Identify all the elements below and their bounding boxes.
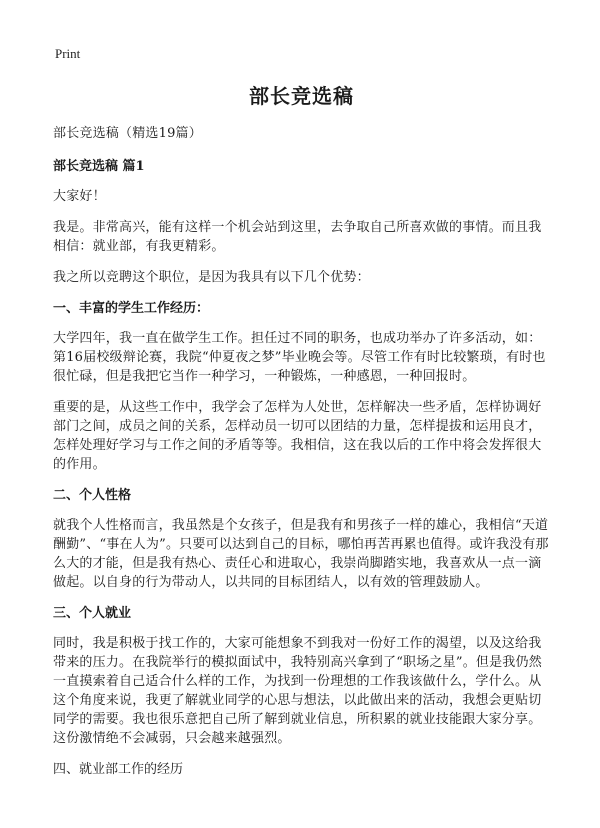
section-title: 部长竞选稿 篇1 xyxy=(53,159,145,174)
heading-experience: 一、丰富的学生工作经历： xyxy=(53,301,210,316)
heading-department-experience: 四、就业部工作的经历 xyxy=(53,762,184,777)
print-link[interactable]: Print xyxy=(55,46,81,61)
paragraph-experience: 大学四年，我一直在做学生工作。担任过不同的职务，也成功举办了许多活动，如：第16届校级辩论赛，我院“仲夏夜之梦”毕业晚会等。尽管工作有时比较繁琐，有时也很忙碌，但是我把它当作一种学习，一种锻炼，一种感恩，一种回报时。 xyxy=(53,331,546,384)
greeting: 大家好！ xyxy=(53,189,106,204)
heading-employment: 三、个人就业 xyxy=(53,606,132,621)
paragraph-employment: 同时，我是积极于找工作的，大家可能想象不到我对一份好工作的渴望，以及这给我带来的压力。在我院举行的模拟面试中，我特别高兴拿到了“职场之星”。但是我仍然一直摸索着自己适合什么样的工作，为找到一份理想的工作我该做什么，学什么。从这个角度来说，我更了解就业同学的心思与想法，以此做出来的活动，我想会更贴切同学的需要。我也很乐意把自己所了解到就业信息，所积累的就业技能跟大家分享。这份激情绝不会减弱，只会越来越强烈。 xyxy=(53,636,542,746)
paragraph-advantages: 我之所以竞聘这个职位，是因为我具有以下几个优势： xyxy=(53,270,370,285)
heading-personality: 二、个人性格 xyxy=(53,488,132,503)
document-title: 部长竞选稿 xyxy=(249,84,354,108)
document-subtitle: 部长竞选稿（精选19篇） xyxy=(53,126,202,141)
paragraph-intro: 我是。非常高兴，能有这样一个机会站到这里，去争取自己所喜欢做的事情。而且我相信：就业部，有我更精彩。 xyxy=(53,220,542,254)
paragraph-lessons: 重要的是，从这些工作中，我学会了怎样为人处世，怎样解决一些矛盾，怎样协调好部门之间，成员之间的关系，怎样动员一切可以团结的力量，怎样提拔和运用良才，怎样处理好学习与工作之间的矛盾等等。我相信，这在我以后的工作中将会发挥很大的作用。 xyxy=(53,400,542,472)
paragraph-personality: 就我个人性格而言，我虽然是个女孩子，但是我有和男孩子一样的雄心，我相信“天道酬勤”、“事在人为”。只要可以达到自己的目标，哪怕再苦再累也值得。或许我没有那么大的才能，但是我有热心、责任心和进取心，我崇尚脚踏实地，我喜欢从一点一滴做起。以自身的行为带动人，以共同的目标团结人，以有效的管理鼓励人。 xyxy=(53,518,549,590)
